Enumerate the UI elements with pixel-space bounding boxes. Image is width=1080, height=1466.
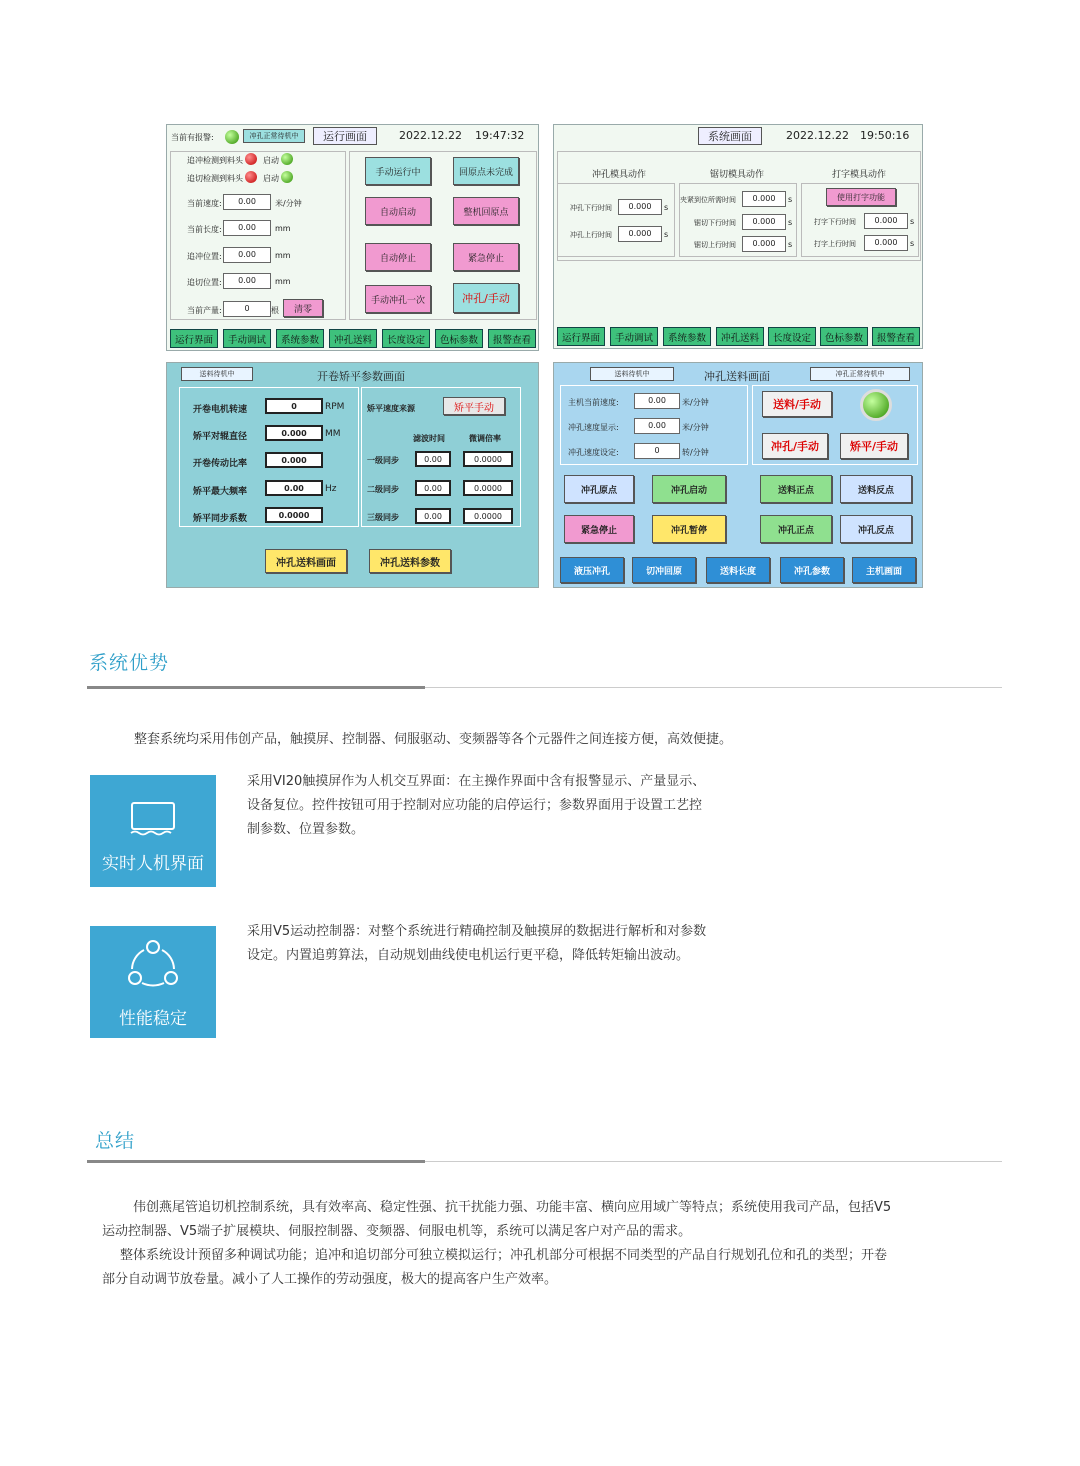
field-unit: mm <box>275 277 291 286</box>
punch-group <box>557 183 675 257</box>
hmi-system-screen <box>553 124 923 349</box>
advantages-intro: 整套系统均采用伟创产品，触摸屏、控制器、伺服驱动、变频器等各个元器件之间连接方便，高效便捷。 <box>134 732 733 747</box>
param-value: 0.000 <box>618 199 662 215</box>
feed-status-badge: 送料待机中 <box>181 367 253 381</box>
manual-running-button[interactable]: 手动运行中 <box>365 157 431 185</box>
param-value: 0.000 <box>742 191 786 207</box>
param-label: 冲孔下行时间 <box>570 204 612 212</box>
nav-run[interactable]: 运行界面 <box>557 327 605 346</box>
nav-length[interactable]: 长度设定 <box>382 329 430 348</box>
param-value: 0.0000 <box>265 507 323 523</box>
section-rule <box>425 687 1002 688</box>
col-header: 滤波时间 <box>413 434 445 443</box>
punch-feed-params-button[interactable]: 冲孔送料参数 <box>369 549 451 573</box>
param-value: 0 <box>265 398 323 414</box>
param-unit: s <box>788 195 793 204</box>
nav-color[interactable]: 色标参数 <box>820 327 868 346</box>
param-label: 开卷传动比率 <box>193 459 248 469</box>
text-line: 运动控制器、V5端子扩展模块、伺服控制器、变频器、伺服电机等，系统可以满足客户对产品的需求。 <box>102 1224 692 1239</box>
param-value: 0.000 <box>618 226 662 242</box>
punch-origin-button[interactable]: 冲孔原点 <box>564 475 634 503</box>
field-value: 0.00 <box>634 393 680 409</box>
feed-manual-button[interactable]: 送料/手动 <box>762 391 832 417</box>
nav-manual[interactable]: 手动调试 <box>223 329 271 348</box>
nav-main-screen[interactable]: 主机画面 <box>852 557 916 583</box>
param-value: 0.000 <box>265 452 323 468</box>
detect-label: 追冲检测到料头 <box>187 156 243 165</box>
text-line: 制参数、位置参数。 <box>247 822 365 837</box>
feature-tile-hmi <box>90 775 216 887</box>
emergency-stop-button[interactable]: 紧急停止 <box>564 515 634 543</box>
home-incomplete-button[interactable]: 回原点未完成 <box>453 157 519 185</box>
hmi-run-screen <box>166 124 539 351</box>
param-label: 开卷电机转速 <box>193 405 248 415</box>
param-unit: s <box>788 240 793 249</box>
param-value: 0.00 <box>265 480 323 496</box>
level-manual-button[interactable]: 矫平/手动 <box>840 433 908 459</box>
nav-run[interactable]: 运行界面 <box>170 329 218 348</box>
param-value: 0.000 <box>742 214 786 230</box>
filter-time-value: 0.00 <box>415 480 451 496</box>
param-unit: s <box>910 239 915 248</box>
param-value: 0.000 <box>265 425 323 441</box>
field-label: 主机当前速度: <box>568 398 619 407</box>
trim-rate-value: 0.0000 <box>463 451 513 467</box>
field-label: 冲孔速度设定: <box>568 448 619 457</box>
section-title: 锯切模具动作 <box>710 170 765 180</box>
speed-value: 0.00 <box>223 194 271 210</box>
nav-punch-feed[interactable]: 冲孔送料 <box>716 327 764 346</box>
param-unit: RPM <box>325 402 345 412</box>
punch-reverse-button[interactable]: 冲孔反点 <box>840 515 912 543</box>
detect-label: 追切检测到料头 <box>187 174 243 183</box>
sync-label: 三级同步 <box>367 513 399 522</box>
summary-text <box>102 1196 982 1292</box>
output-label: 当前产量: <box>187 306 222 315</box>
field-value: 0.00 <box>634 418 680 434</box>
param-unit: s <box>664 230 669 239</box>
text-line: 设备复位。控件按钮可用于控制对应功能的启停运行；参数界面用于设置工艺控 <box>247 798 703 813</box>
trim-rate-value: 0.0000 <box>463 508 513 524</box>
feature-text-stable <box>247 920 767 968</box>
param-label: 矫平最大频率 <box>193 487 248 497</box>
filter-time-value: 0.00 <box>415 508 451 524</box>
feature-tile-stable <box>90 926 216 1038</box>
nav-length[interactable]: 长度设定 <box>768 327 816 346</box>
monitor-icon <box>129 801 177 837</box>
text-line: 整体系统设计预留多种调试功能；追冲和追切部分可独立模拟运行；冲孔机部分可根据不同类型的产品自行规划孔位和孔的类型；开卷 <box>120 1248 888 1263</box>
detect-state: 启动 <box>263 156 279 165</box>
punch-pos-value: 0.00 <box>223 247 271 263</box>
hmi-uncoil-screen <box>166 362 539 588</box>
output-unit: 根 <box>271 306 279 315</box>
cut-pos-value: 0.00 <box>223 273 271 289</box>
screen-title: 运行画面 <box>313 127 377 145</box>
field-label: 冲孔速度显示: <box>568 423 619 432</box>
punch-start-button[interactable]: 冲孔启动 <box>652 475 726 503</box>
machine-home-button[interactable]: 整机回原点 <box>453 197 519 225</box>
hmi-punch-feed-screen <box>553 362 923 588</box>
speed-source-label: 矫平速度来源 <box>367 404 415 413</box>
field-unit: mm <box>275 251 291 260</box>
sync-label: 一级同步 <box>367 456 399 465</box>
section-rule <box>425 1161 1002 1162</box>
param-label: 打字下行时间 <box>814 218 856 226</box>
alarm-indicator-icon <box>225 130 239 144</box>
nav-alarm[interactable]: 报警查看 <box>488 329 536 348</box>
feed-forward-button[interactable]: 送料正点 <box>760 475 832 503</box>
sync-label: 二级同步 <box>367 485 399 494</box>
section-title: 冲孔模具动作 <box>592 170 647 180</box>
network-icon <box>127 938 179 988</box>
nav-feed-length[interactable]: 送料长度 <box>706 557 770 583</box>
running-indicator-icon <box>860 389 892 421</box>
field-unit: 米/分钟 <box>275 199 302 208</box>
field-unit: mm <box>275 224 291 233</box>
nav-manual[interactable]: 手动调试 <box>610 327 658 346</box>
param-unit: s <box>910 217 915 226</box>
nav-alarm[interactable]: 报警查看 <box>872 327 920 346</box>
punch-manual-button[interactable]: 冲孔/手动 <box>762 433 828 459</box>
punch-manual-button[interactable]: 冲孔/手动 <box>453 283 519 313</box>
use-print-button[interactable]: 使用打字功能 <box>826 188 896 206</box>
screen-title: 系统画面 <box>698 127 762 145</box>
param-label: 打字上行时间 <box>814 240 856 248</box>
field-label: 当前长度: <box>187 225 222 234</box>
param-label: 锯切上行时间 <box>694 241 736 249</box>
field-label: 当前速度: <box>187 199 222 208</box>
nav-cut-home[interactable]: 切冲回原 <box>632 557 696 583</box>
field-unit: 转/分钟 <box>682 448 709 457</box>
date-readout: 2022.12.22 <box>786 129 849 142</box>
param-value: 0.000 <box>742 236 786 252</box>
param-unit: Hz <box>325 484 337 494</box>
detect-green-icon <box>281 153 293 165</box>
punch-forward-button[interactable]: 冲孔正点 <box>760 515 832 543</box>
speed-source-button[interactable]: 矫平手动 <box>443 397 505 415</box>
detect-red-icon <box>245 153 257 165</box>
alarm-status-badge: 冲孔正常待机中 <box>243 129 305 143</box>
text-line: 伟创燕尾管追切机控制系统，具有效率高、稳定性强、抗干扰能力强、功能丰富、横向应用域广等特点；系统使用我司产品，包括V5 <box>133 1200 892 1215</box>
section-underline <box>87 1160 425 1163</box>
param-unit: MM <box>325 429 341 439</box>
time-readout: 19:50:16 <box>860 129 910 142</box>
tile-label: 性能稳定 <box>119 1009 187 1029</box>
field-unit: 米/分钟 <box>682 423 709 432</box>
punch-status-badge: 冲孔正常待机中 <box>810 367 910 381</box>
param-label: 夹紧到位所需时间 <box>680 196 736 204</box>
col-header: 微调倍率 <box>469 434 501 443</box>
feed-reverse-button[interactable]: 送料反点 <box>840 475 912 503</box>
param-unit: s <box>788 218 793 227</box>
screen-title: 冲孔送料画面 <box>704 370 770 383</box>
detect-green-icon <box>281 171 293 183</box>
field-value: 0 <box>634 443 680 459</box>
output-value: 0 <box>223 301 271 317</box>
nav-hydraulic-punch[interactable]: 液压冲孔 <box>560 557 624 583</box>
nav-punch-feed[interactable]: 冲孔送料 <box>329 329 377 348</box>
param-label: 矫平对辊直径 <box>193 432 248 442</box>
field-label: 追冲位置: <box>187 252 222 261</box>
time-readout: 19:47:32 <box>475 129 525 142</box>
emergency-stop-button[interactable]: 紧急停止 <box>453 243 519 271</box>
text-line: 部分自动调节放卷量。减小了人工操作的劳动强度，极大的提高客户生产效率。 <box>102 1272 558 1287</box>
date-readout: 2022.12.22 <box>399 129 462 142</box>
nav-system[interactable]: 系统参数 <box>663 327 711 346</box>
section-underline <box>87 686 425 689</box>
param-value: 0.000 <box>864 213 908 229</box>
param-value: 0.000 <box>864 235 908 251</box>
punch-pause-button[interactable]: 冲孔暂停 <box>652 515 726 543</box>
detect-red-icon <box>245 171 257 183</box>
param-label: 冲孔上行时间 <box>570 231 612 239</box>
length-value: 0.00 <box>223 220 271 236</box>
tile-label: 实时人机界面 <box>102 854 204 874</box>
field-unit: 米/分钟 <box>682 398 709 407</box>
alarm-label: 当前有报警: <box>171 133 214 142</box>
manual-punch-once-button[interactable]: 手动冲孔一次 <box>365 285 431 313</box>
section-title-summary: 总结 <box>95 1130 136 1152</box>
param-label: 矫平同步系数 <box>193 514 248 524</box>
text-line: 采用V5运动控制器：对整个系统进行精确控制及触摸屏的数据进行解析和对参数 <box>247 924 707 939</box>
text-line: 设定。内置追剪算法，自动规划曲线使电机运行更平稳，降低转矩输出波动。 <box>247 948 690 963</box>
nav-system[interactable]: 系统参数 <box>276 329 324 348</box>
auto-stop-button[interactable]: 自动停止 <box>365 243 431 271</box>
nav-color[interactable]: 色标参数 <box>435 329 483 348</box>
punch-feed-screen-button[interactable]: 冲孔送料画面 <box>265 549 347 573</box>
param-label: 锯切下行时间 <box>694 219 736 227</box>
feature-text-hmi <box>247 770 767 842</box>
section-title-advantages: 系统优势 <box>89 652 170 674</box>
filter-time-value: 0.00 <box>415 451 451 467</box>
section-title: 打字模具动作 <box>832 170 887 180</box>
clear-button[interactable]: 清零 <box>283 299 323 317</box>
screen-title: 开卷矫平参数画面 <box>317 370 405 383</box>
param-unit: s <box>664 203 669 212</box>
detect-state: 启动 <box>263 174 279 183</box>
field-label: 追切位置: <box>187 278 222 287</box>
feed-status-badge: 送料待机中 <box>590 367 674 381</box>
text-line: 采用VI20触摸屏作为人机交互界面：在主操作界面中含有报警显示、产量显示、 <box>247 774 706 789</box>
nav-punch-params[interactable]: 冲孔参数 <box>780 557 844 583</box>
trim-rate-value: 0.0000 <box>463 480 513 496</box>
auto-start-button[interactable]: 自动启动 <box>365 197 431 225</box>
